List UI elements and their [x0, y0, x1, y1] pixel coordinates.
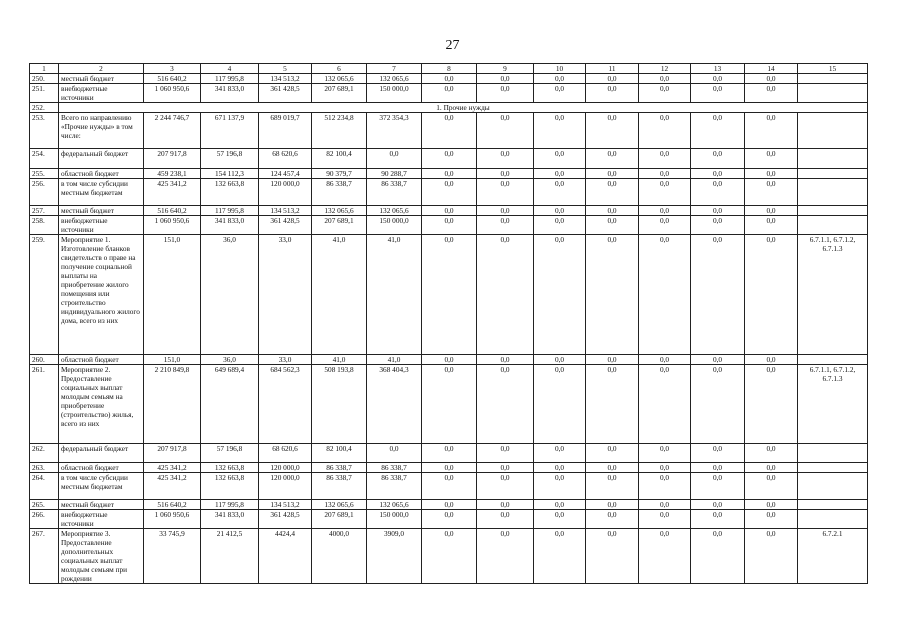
column-number-cell: 11: [586, 64, 639, 74]
table-row: [30, 206, 868, 216]
value-cell: 0,0: [639, 179, 691, 206]
value-cell: 0,0: [422, 235, 477, 355]
value-cell: 132 065,6: [312, 500, 367, 510]
value-cell: 0,0: [691, 444, 745, 463]
reference-cell: [798, 84, 868, 103]
value-cell: 0,0: [422, 510, 477, 529]
row-name-cell: внебюджетные источники: [59, 510, 144, 529]
value-cell: 86 338,7: [312, 179, 367, 206]
value-cell: 86 338,7: [367, 463, 422, 473]
table-row: [30, 500, 868, 510]
reference-cell: [798, 74, 868, 84]
page-number: 27: [445, 38, 460, 53]
value-cell: 0,0: [745, 500, 798, 510]
value-cell: 117 995,8: [201, 206, 259, 216]
value-cell: 0,0: [586, 179, 639, 206]
value-cell: 82 100,4: [312, 444, 367, 463]
value-cell: 0,0: [586, 74, 639, 84]
value-cell: 0,0: [586, 113, 639, 149]
value-cell: 0,0: [639, 206, 691, 216]
column-number-cell: 9: [477, 64, 534, 74]
value-cell: 0,0: [534, 113, 586, 149]
value-cell: 117 995,8: [201, 74, 259, 84]
value-cell: 0,0: [691, 169, 745, 179]
value-cell: 4424,4: [259, 529, 312, 584]
value-cell: 207 689,1: [312, 216, 367, 235]
value-cell: 0,0: [586, 473, 639, 500]
value-cell: 0,0: [534, 216, 586, 235]
value-cell: 0,0: [586, 365, 639, 444]
value-cell: 124 457,4: [259, 169, 312, 179]
value-cell: 512 234,8: [312, 113, 367, 149]
table-row: [30, 365, 868, 444]
value-cell: 0,0: [422, 444, 477, 463]
value-cell: 0,0: [745, 84, 798, 103]
table-row: [30, 463, 868, 473]
value-cell: 33 745,9: [144, 529, 201, 584]
value-cell: 0,0: [691, 473, 745, 500]
value-cell: 1 060 950,6: [144, 84, 201, 103]
value-cell: 33,0: [259, 355, 312, 365]
value-cell: 151,0: [144, 355, 201, 365]
value-cell: 0,0: [691, 206, 745, 216]
value-cell: 0,0: [477, 444, 534, 463]
row-number-cell: 266.: [30, 510, 59, 529]
reference-cell: 6.7.1.1, 6.7.1.2, 6.7.1.3: [798, 235, 868, 355]
section-row: [30, 103, 868, 113]
value-cell: 207 917,8: [144, 444, 201, 463]
value-cell: 0,0: [477, 206, 534, 216]
column-number-cell: 13: [691, 64, 745, 74]
value-cell: 0,0: [586, 84, 639, 103]
value-cell: 671 137,9: [201, 113, 259, 149]
value-cell: 0,0: [422, 500, 477, 510]
value-cell: 0,0: [534, 235, 586, 355]
reference-cell: [798, 179, 868, 206]
column-number-cell: 15: [798, 64, 868, 74]
value-cell: 0,0: [534, 510, 586, 529]
value-cell: 132 065,6: [367, 74, 422, 84]
value-cell: 0,0: [691, 510, 745, 529]
value-cell: 120 000,0: [259, 179, 312, 206]
value-cell: 207 917,8: [144, 149, 201, 169]
value-cell: 151,0: [144, 235, 201, 355]
row-number-cell: 261.: [30, 365, 59, 444]
value-cell: 120 000,0: [259, 473, 312, 500]
column-number-cell: 6: [312, 64, 367, 74]
value-cell: 0,0: [639, 355, 691, 365]
reference-cell: [798, 473, 868, 500]
value-cell: 82 100,4: [312, 149, 367, 169]
row-name-cell: местный бюджет: [59, 74, 144, 84]
value-cell: 150 000,0: [367, 84, 422, 103]
column-number-cell: 3: [144, 64, 201, 74]
value-cell: 372 354,3: [367, 113, 422, 149]
value-cell: 132 663,8: [201, 179, 259, 206]
row-number-cell: 250.: [30, 74, 59, 84]
column-number-cell: 8: [422, 64, 477, 74]
table-row: [30, 235, 868, 355]
value-cell: 425 341,2: [144, 179, 201, 206]
value-cell: 0,0: [691, 216, 745, 235]
row-number-cell: 256.: [30, 179, 59, 206]
value-cell: 0,0: [639, 473, 691, 500]
row-name-cell: внебюджетные источники: [59, 216, 144, 235]
value-cell: 0,0: [534, 169, 586, 179]
table-row: [30, 444, 868, 463]
value-cell: 361 428,5: [259, 510, 312, 529]
value-cell: 0,0: [586, 463, 639, 473]
column-number-cell: 1: [30, 64, 59, 74]
row-number-cell: 264.: [30, 473, 59, 500]
reference-cell: 6.7.1.1, 6.7.1.2, 6.7.1.3: [798, 365, 868, 444]
value-cell: 0,0: [477, 179, 534, 206]
value-cell: 0,0: [691, 529, 745, 584]
value-cell: 90 379,7: [312, 169, 367, 179]
value-cell: 68 620,6: [259, 444, 312, 463]
value-cell: 0,0: [534, 206, 586, 216]
table-row: [30, 529, 868, 584]
row-number-cell: 265.: [30, 500, 59, 510]
value-cell: 0,0: [534, 149, 586, 169]
value-cell: 0,0: [745, 74, 798, 84]
reference-cell: [798, 463, 868, 473]
value-cell: 0,0: [534, 74, 586, 84]
table-row: [30, 510, 868, 529]
value-cell: 0,0: [639, 529, 691, 584]
value-cell: 154 112,3: [201, 169, 259, 179]
value-cell: 132 065,6: [367, 206, 422, 216]
value-cell: 57 196,8: [201, 444, 259, 463]
value-cell: 0,0: [691, 84, 745, 103]
table-row: [30, 149, 868, 169]
row-name-cell: Мероприятие 1. Изготовление бланков свидетельств о праве на получение социальной выплаты на приобретение жилого помещения или строительство индивидуального жилого дома, всего из них: [59, 235, 144, 355]
value-cell: 0,0: [745, 510, 798, 529]
reference-cell: 6.7.2.1: [798, 529, 868, 584]
value-cell: 0,0: [422, 473, 477, 500]
value-cell: 0,0: [534, 179, 586, 206]
row-number-cell: 259.: [30, 235, 59, 355]
value-cell: 0,0: [477, 74, 534, 84]
value-cell: 0,0: [477, 355, 534, 365]
row-name-cell: внебюджетные источники: [59, 84, 144, 103]
table-row: [30, 84, 868, 103]
row-number-cell: 255.: [30, 169, 59, 179]
value-cell: 0,0: [639, 149, 691, 169]
value-cell: 4000,0: [312, 529, 367, 584]
section-title-cell: 1. Прочие нужды: [59, 103, 868, 113]
value-cell: 132 663,8: [201, 463, 259, 473]
row-name-cell: областной бюджет: [59, 169, 144, 179]
value-cell: 0,0: [586, 500, 639, 510]
value-cell: 2 244 746,7: [144, 113, 201, 149]
value-cell: 368 404,3: [367, 365, 422, 444]
row-number-cell: 262.: [30, 444, 59, 463]
value-cell: 425 341,2: [144, 463, 201, 473]
value-cell: 0,0: [639, 169, 691, 179]
value-cell: 0,0: [534, 365, 586, 444]
table-row: [30, 179, 868, 206]
value-cell: 1 060 950,6: [144, 216, 201, 235]
value-cell: 0,0: [477, 365, 534, 444]
value-cell: 57 196,8: [201, 149, 259, 169]
value-cell: 207 689,1: [312, 84, 367, 103]
value-cell: 0,0: [745, 216, 798, 235]
column-number-cell: 2: [59, 64, 144, 74]
value-cell: 0,0: [639, 463, 691, 473]
value-cell: 0,0: [639, 500, 691, 510]
value-cell: 132 065,6: [367, 500, 422, 510]
row-name-cell: местный бюджет: [59, 206, 144, 216]
value-cell: 516 640,2: [144, 74, 201, 84]
value-cell: 0,0: [477, 84, 534, 103]
value-cell: 0,0: [477, 149, 534, 169]
column-number-cell: 10: [534, 64, 586, 74]
value-cell: 21 412,5: [201, 529, 259, 584]
row-name-cell: Мероприятие 3. Предоставление дополнительных социальных выплат молодым семьям при рождении: [59, 529, 144, 584]
value-cell: 0,0: [745, 206, 798, 216]
value-cell: 132 065,6: [312, 206, 367, 216]
value-cell: 0,0: [745, 113, 798, 149]
value-cell: 0,0: [477, 510, 534, 529]
column-number-cell: 12: [639, 64, 691, 74]
value-cell: 0,0: [745, 169, 798, 179]
value-cell: 0,0: [691, 179, 745, 206]
value-cell: 41,0: [312, 355, 367, 365]
row-number-cell: 258.: [30, 216, 59, 235]
value-cell: 341 833,0: [201, 510, 259, 529]
reference-cell: [798, 444, 868, 463]
reference-cell: [798, 206, 868, 216]
value-cell: 0,0: [745, 365, 798, 444]
value-cell: 0,0: [586, 235, 639, 355]
value-cell: 41,0: [367, 355, 422, 365]
value-cell: 0,0: [691, 365, 745, 444]
value-cell: 0,0: [477, 169, 534, 179]
row-number-cell: 254.: [30, 149, 59, 169]
value-cell: 459 238,1: [144, 169, 201, 179]
value-cell: 0,0: [422, 113, 477, 149]
column-number-cell: 4: [201, 64, 259, 74]
value-cell: 689 019,7: [259, 113, 312, 149]
row-name-cell: федеральный бюджет: [59, 444, 144, 463]
row-name-cell: областной бюджет: [59, 463, 144, 473]
value-cell: 649 689,4: [201, 365, 259, 444]
value-cell: 0,0: [422, 365, 477, 444]
value-cell: 0,0: [477, 463, 534, 473]
value-cell: 0,0: [422, 74, 477, 84]
value-cell: 0,0: [586, 355, 639, 365]
value-cell: 2 210 849,8: [144, 365, 201, 444]
value-cell: 134 513,2: [259, 206, 312, 216]
value-cell: 132 065,6: [312, 74, 367, 84]
value-cell: 0,0: [586, 149, 639, 169]
value-cell: 86 338,7: [312, 473, 367, 500]
value-cell: 41,0: [367, 235, 422, 355]
row-name-cell: местный бюджет: [59, 500, 144, 510]
row-number-cell: 263.: [30, 463, 59, 473]
value-cell: 132 663,8: [201, 473, 259, 500]
value-cell: 361 428,5: [259, 216, 312, 235]
value-cell: 0,0: [422, 149, 477, 169]
value-cell: 0,0: [586, 216, 639, 235]
table-row: [30, 355, 868, 365]
value-cell: 0,0: [367, 149, 422, 169]
value-cell: 0,0: [534, 84, 586, 103]
value-cell: 0,0: [534, 355, 586, 365]
value-cell: 0,0: [745, 179, 798, 206]
row-name-cell: в том числе субсидии местным бюджетам: [59, 473, 144, 500]
reference-cell: [798, 216, 868, 235]
column-number-cell: 14: [745, 64, 798, 74]
value-cell: 86 338,7: [312, 463, 367, 473]
value-cell: 0,0: [367, 444, 422, 463]
value-cell: 68 620,6: [259, 149, 312, 169]
value-cell: 86 338,7: [367, 473, 422, 500]
reference-cell: [798, 355, 868, 365]
reference-cell: [798, 113, 868, 149]
value-cell: 134 513,2: [259, 74, 312, 84]
value-cell: 0,0: [534, 444, 586, 463]
value-cell: 0,0: [691, 355, 745, 365]
value-cell: 0,0: [422, 216, 477, 235]
value-cell: 41,0: [312, 235, 367, 355]
table-row: [30, 74, 868, 84]
value-cell: 0,0: [422, 179, 477, 206]
row-name-cell: областной бюджет: [59, 355, 144, 365]
reference-cell: [798, 169, 868, 179]
value-cell: 0,0: [534, 500, 586, 510]
value-cell: 0,0: [422, 355, 477, 365]
value-cell: 120 000,0: [259, 463, 312, 473]
value-cell: 0,0: [477, 473, 534, 500]
value-cell: 0,0: [639, 216, 691, 235]
value-cell: 0,0: [639, 235, 691, 355]
row-number-cell: 267.: [30, 529, 59, 584]
table-header-row: [30, 64, 868, 74]
row-number-cell: 252.: [30, 103, 59, 113]
value-cell: 0,0: [639, 444, 691, 463]
value-cell: 341 833,0: [201, 216, 259, 235]
value-cell: 0,0: [477, 529, 534, 584]
row-name-cell: Всего по направлению «Прочие нужды» в том числе:: [59, 113, 144, 149]
value-cell: 86 338,7: [367, 179, 422, 206]
value-cell: 508 193,8: [312, 365, 367, 444]
row-name-cell: Мероприятие 2. Предоставление социальных выплат молодым семьям на приобретение (строительство) жилья, всего из них: [59, 365, 144, 444]
value-cell: 0,0: [422, 169, 477, 179]
value-cell: 516 640,2: [144, 500, 201, 510]
value-cell: 150 000,0: [367, 510, 422, 529]
value-cell: 0,0: [586, 510, 639, 529]
value-cell: 0,0: [422, 529, 477, 584]
value-cell: 207 689,1: [312, 510, 367, 529]
value-cell: 0,0: [745, 355, 798, 365]
value-cell: 0,0: [691, 500, 745, 510]
value-cell: 0,0: [534, 463, 586, 473]
row-name-cell: в том числе субсидии местным бюджетам: [59, 179, 144, 206]
value-cell: 0,0: [422, 206, 477, 216]
value-cell: 0,0: [586, 169, 639, 179]
value-cell: 0,0: [691, 149, 745, 169]
row-number-cell: 253.: [30, 113, 59, 149]
value-cell: 0,0: [639, 84, 691, 103]
value-cell: 33,0: [259, 235, 312, 355]
value-cell: 1 060 950,6: [144, 510, 201, 529]
value-cell: 36,0: [201, 355, 259, 365]
value-cell: 0,0: [534, 529, 586, 584]
value-cell: 0,0: [745, 149, 798, 169]
value-cell: 0,0: [586, 444, 639, 463]
value-cell: 0,0: [639, 74, 691, 84]
value-cell: 0,0: [691, 113, 745, 149]
value-cell: 0,0: [639, 113, 691, 149]
value-cell: 0,0: [745, 463, 798, 473]
value-cell: 425 341,2: [144, 473, 201, 500]
value-cell: 361 428,5: [259, 84, 312, 103]
value-cell: 0,0: [745, 529, 798, 584]
row-name-cell: федеральный бюджет: [59, 149, 144, 169]
table-row: [30, 216, 868, 235]
value-cell: 341 833,0: [201, 84, 259, 103]
reference-cell: [798, 510, 868, 529]
budget-table: [29, 63, 868, 584]
value-cell: 0,0: [691, 235, 745, 355]
value-cell: 0,0: [639, 365, 691, 444]
table-row: [30, 473, 868, 500]
value-cell: 117 995,8: [201, 500, 259, 510]
column-number-cell: 5: [259, 64, 312, 74]
value-cell: 90 288,7: [367, 169, 422, 179]
value-cell: 0,0: [639, 510, 691, 529]
value-cell: 134 513,2: [259, 500, 312, 510]
reference-cell: [798, 149, 868, 169]
value-cell: 0,0: [691, 74, 745, 84]
value-cell: 0,0: [477, 216, 534, 235]
value-cell: 0,0: [691, 463, 745, 473]
value-cell: 0,0: [534, 473, 586, 500]
value-cell: 0,0: [745, 235, 798, 355]
value-cell: 0,0: [422, 463, 477, 473]
value-cell: 0,0: [422, 84, 477, 103]
value-cell: 684 562,3: [259, 365, 312, 444]
value-cell: 0,0: [586, 529, 639, 584]
value-cell: 0,0: [745, 444, 798, 463]
value-cell: 0,0: [477, 235, 534, 355]
value-cell: 0,0: [586, 206, 639, 216]
table-row: [30, 169, 868, 179]
value-cell: 3909,0: [367, 529, 422, 584]
reference-cell: [798, 500, 868, 510]
row-number-cell: 251.: [30, 84, 59, 103]
column-number-cell: 7: [367, 64, 422, 74]
value-cell: 36,0: [201, 235, 259, 355]
value-cell: 150 000,0: [367, 216, 422, 235]
value-cell: 0,0: [745, 473, 798, 500]
value-cell: 0,0: [477, 500, 534, 510]
table-row: [30, 113, 868, 149]
row-number-cell: 260.: [30, 355, 59, 365]
value-cell: 516 640,2: [144, 206, 201, 216]
value-cell: 0,0: [477, 113, 534, 149]
row-number-cell: 257.: [30, 206, 59, 216]
